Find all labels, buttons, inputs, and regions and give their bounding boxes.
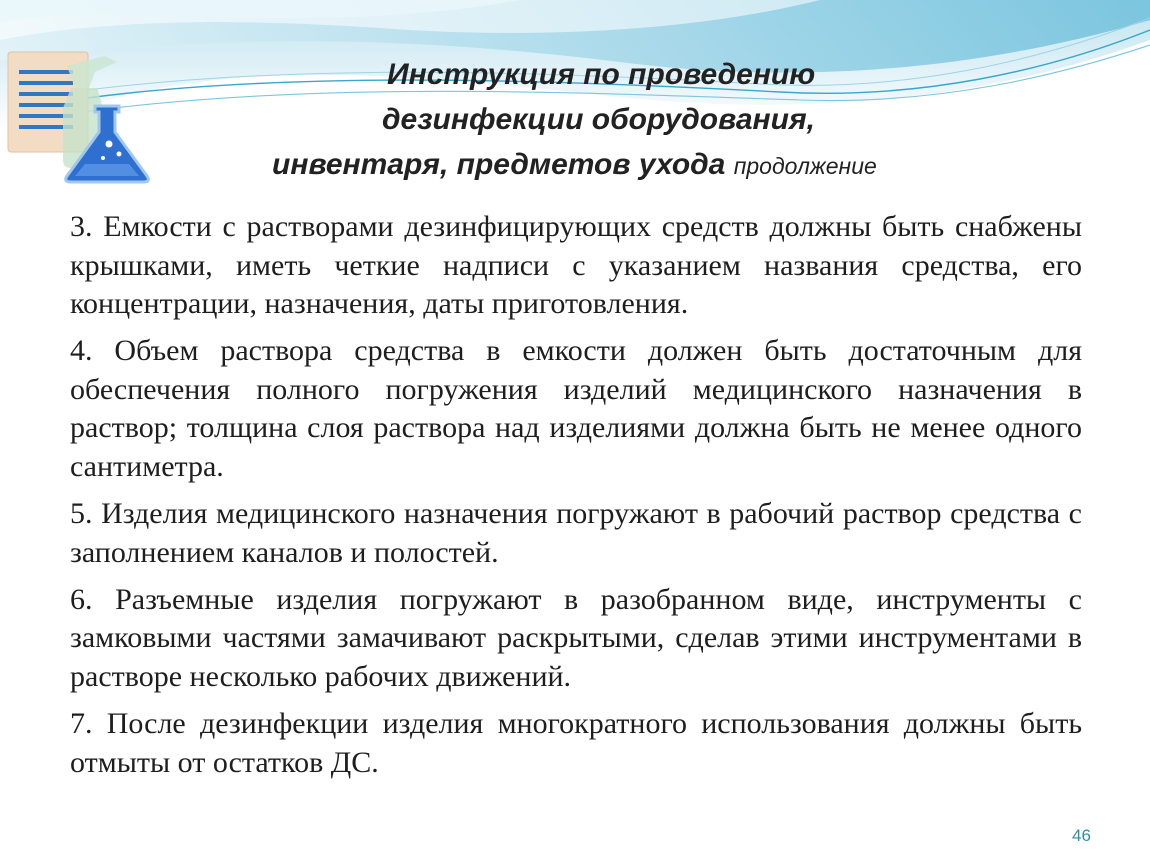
paragraph-6: 6. Разъемные изделия погружают в разобранном виде, инструменты с замковыми частями замачивают раскрытыми, сделав этими инструментами в растворе несколько рабочих движений. bbox=[70, 582, 1082, 694]
slide-title bbox=[250, 52, 1010, 189]
paragraph-4: 4. Объем раствора средства в емкости должен быть достаточным для обеспечения полного погружения изделий медицинского назначения в раствор; толщина слоя раствора над изделиями должна быть не менее одного сантиметра. bbox=[70, 334, 1082, 484]
title-line-3-text: инвентаря, предметов ухода bbox=[272, 148, 726, 181]
title-suffix: продолжение bbox=[733, 153, 877, 179]
paragraph-5: 5. Изделия медицинского назначения погружают в рабочий раствор средства с заполнением каналов и полостей. bbox=[70, 497, 1082, 569]
paragraph-7: 7. После дезинфекции изделия многократного использования должны быть отмыты от остатков ДС. bbox=[70, 707, 1082, 779]
title-line-1: Инструкция по проведению bbox=[387, 58, 816, 91]
lab-illustration bbox=[5, 48, 165, 188]
paragraph-3: 3. Емкости с растворами дезинфицирующих средств должны быть снабжены крышками, иметь четкие надписи с указанием названия средства, его концентрации, назначения, даты приготовления. bbox=[70, 210, 1082, 321]
slide-body bbox=[70, 208, 1082, 791]
page-number: 46 bbox=[1072, 826, 1091, 845]
title-line-2: дезинфекции оборудования, bbox=[382, 103, 815, 136]
title-line-3 bbox=[250, 142, 1010, 189]
